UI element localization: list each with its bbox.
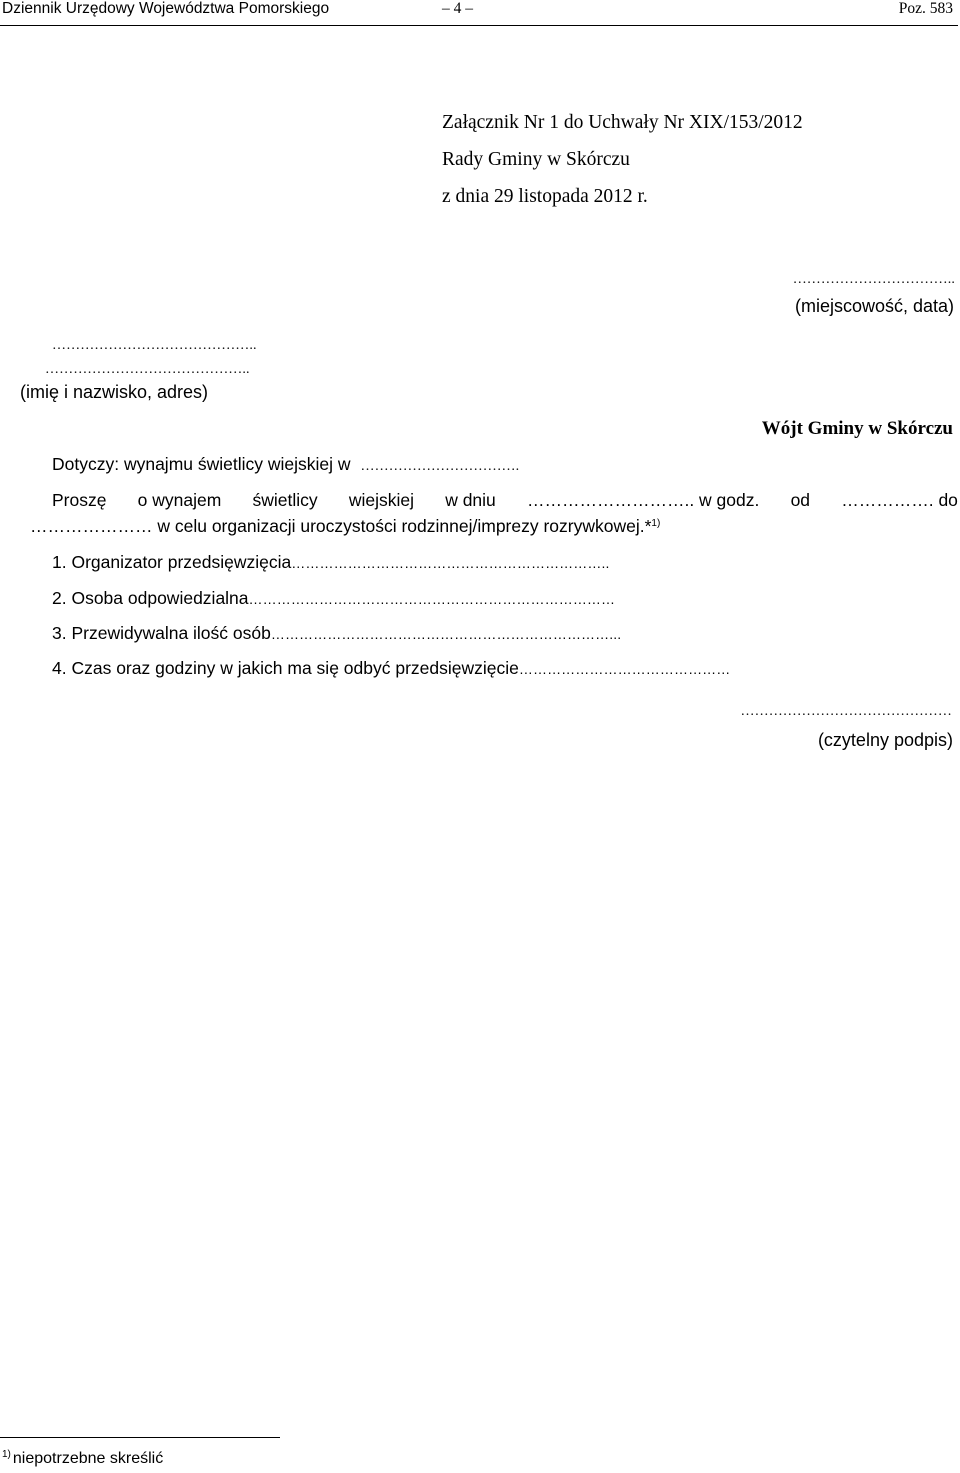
- page-number: – 4 –: [442, 0, 473, 17]
- annex-line-1: Załącznik Nr 1 do Uchwały Nr XIX/153/2012: [442, 112, 803, 133]
- footnote-text: niepotrzebne skreślić: [12, 1450, 164, 1467]
- item-attendance: [52, 623, 621, 644]
- request-word-3: świetlicy: [252, 490, 318, 510]
- footnote-ref: 1): [651, 518, 661, 529]
- subject-dots: …………………………….: [360, 459, 520, 474]
- applicant-label: (imię i nazwisko, adres): [20, 382, 209, 402]
- signature-dots: ………………………………………: [740, 704, 952, 719]
- applicant-dots-2: ……………………………………..: [45, 362, 250, 377]
- item-dots: ………………………………………: [518, 661, 731, 677]
- item-organizer: [52, 552, 609, 573]
- annex-line-2: Rady Gminy w Skórczu: [442, 149, 630, 170]
- applicant-dots-1: ……………………………………..: [52, 338, 257, 353]
- annex-line-3: z dnia 29 listopada 2012 r.: [442, 186, 648, 207]
- item-label: 1. Organizator przedsięwzięcia: [52, 552, 292, 572]
- place-date-label: (miejscowość, data): [794, 296, 954, 316]
- item-label: 2. Osoba odpowiedzialna: [52, 588, 249, 608]
- subject-text: Dotyczy: wynajmu świetlicy wiejskiej w: [52, 454, 351, 474]
- request-word-1: Proszę: [52, 490, 107, 510]
- item-label: 4. Czas oraz godziny w jakich ma się odbyć przedsięwzięcie: [52, 658, 519, 678]
- request-word-4: wiejskiej: [348, 490, 414, 510]
- item-dots: ………………………………………………………………...: [270, 626, 622, 642]
- journal-title: Dziennik Urzędowy Województwa Pomorskiego: [2, 0, 330, 17]
- request-word-2: o wynajem: [137, 490, 222, 510]
- footnote: [2, 1450, 163, 1468]
- item-responsible: [52, 588, 615, 609]
- request-line-1: [52, 490, 958, 511]
- place-date-dots: ……………………………..: [792, 272, 955, 287]
- request-word-5: w dniu: [445, 490, 496, 510]
- request-word-7: od: [790, 490, 811, 510]
- footnote-rule: [0, 1437, 280, 1438]
- item-dots: ……………………………………………………………………: [248, 591, 616, 607]
- header-rule: [0, 25, 958, 26]
- request-word-6: ……………………….. w godz.: [526, 490, 760, 510]
- subject-line: [52, 454, 519, 475]
- item-label: 3. Przewidywalna ilość osób: [52, 623, 271, 643]
- item-dots: …………………………………………………………..: [291, 555, 610, 571]
- footnote-mark: 1): [2, 1449, 11, 1460]
- request-line-2: [30, 516, 660, 537]
- addressee: Wójt Gminy w Skórczu: [761, 418, 953, 439]
- position-number: Poz. 583: [898, 0, 953, 17]
- request-word-8: ……………. do: [841, 490, 958, 510]
- request-line-2-text: ………………… w celu organizacji uroczystości rodzinnej/imprezy rozrywkowej.*: [30, 516, 652, 536]
- signature-label: (czytelny podpis): [817, 730, 953, 750]
- item-time: [52, 658, 730, 679]
